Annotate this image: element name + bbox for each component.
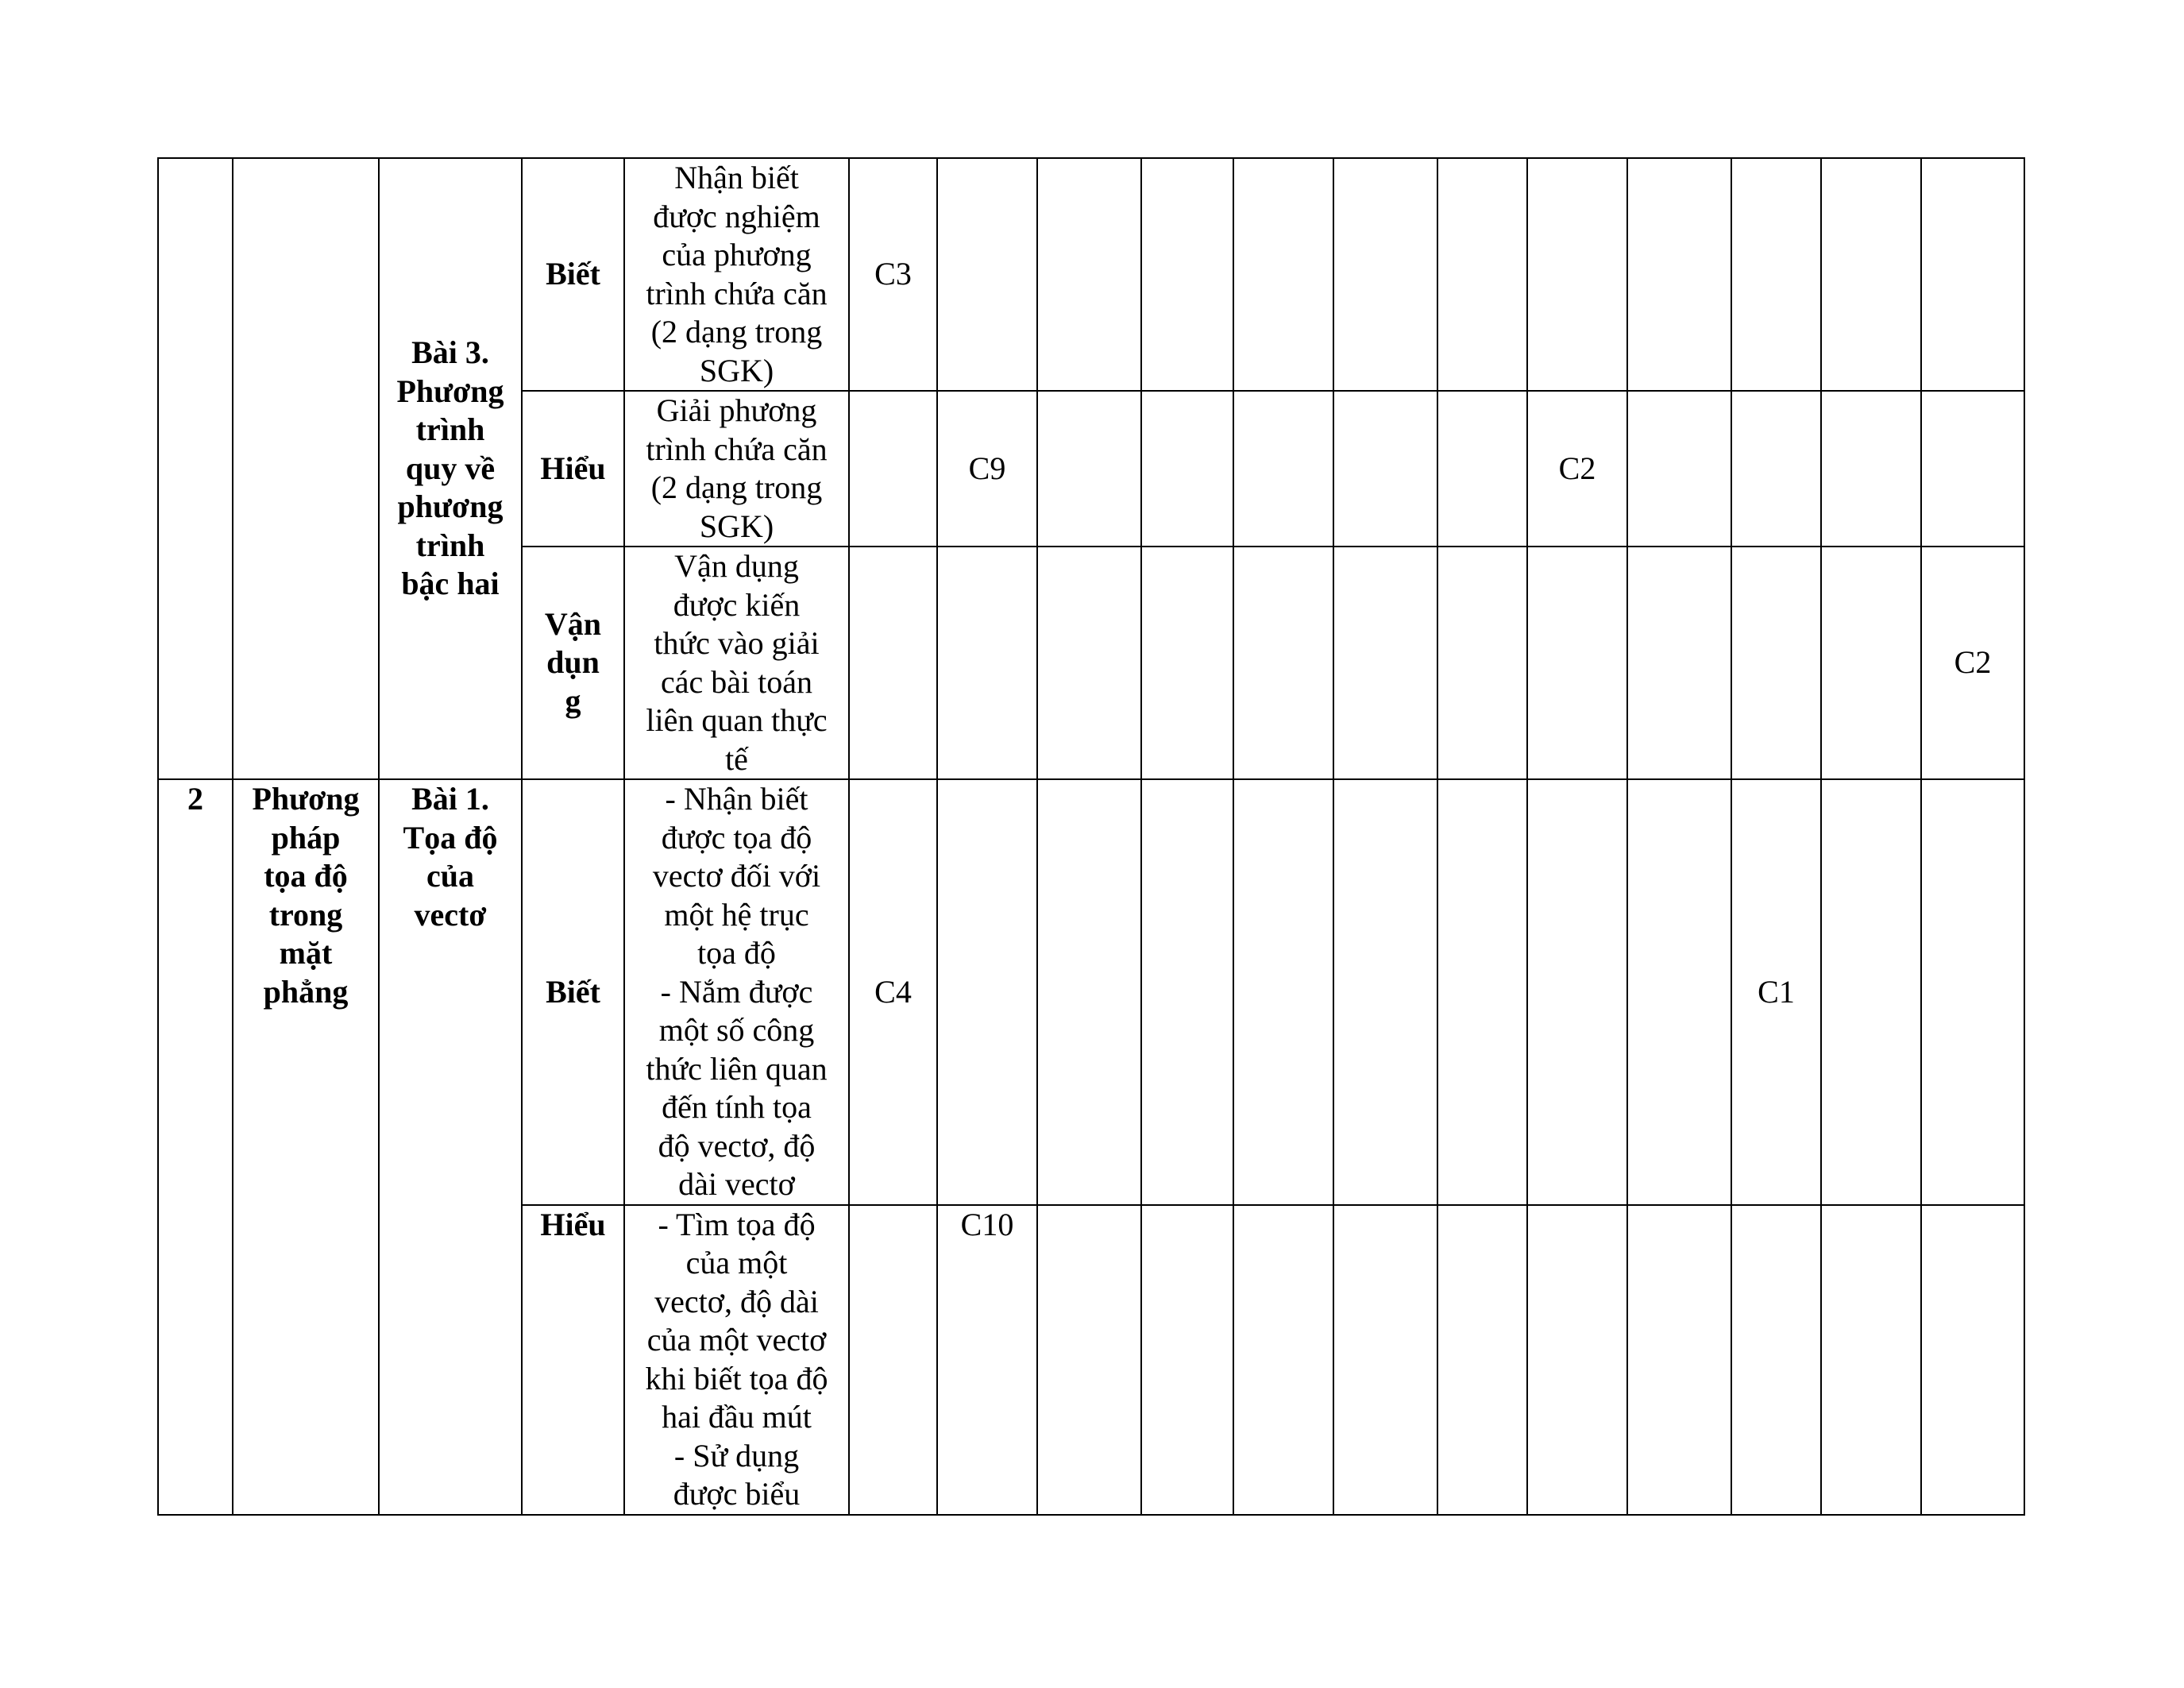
question-cell [1333, 779, 1437, 1205]
chapter-name-cell: Phương pháp tọa độ trong mặt phẳng [233, 779, 379, 1515]
question-cell [1921, 779, 2024, 1205]
question-cell [1233, 547, 1333, 779]
level-cell: Biết [522, 158, 624, 391]
question-cell [849, 1205, 937, 1515]
question-cell [1921, 391, 2024, 547]
question-cell [849, 391, 937, 547]
question-cell [1627, 779, 1731, 1205]
question-cell: C4 [849, 779, 937, 1205]
question-cell [1437, 547, 1527, 779]
question-cell [937, 547, 1037, 779]
question-cell: C10 [937, 1205, 1037, 1515]
question-cell [849, 547, 937, 779]
question-cell [1233, 158, 1333, 391]
question-cell: C1 [1731, 779, 1821, 1205]
question-cell [1233, 779, 1333, 1205]
question-cell [1921, 158, 2024, 391]
question-cell [1233, 391, 1333, 547]
question-cell [1627, 158, 1731, 391]
question-cell [1037, 158, 1141, 391]
lesson-cell: Bài 1. Tọa độ của vectơ [379, 779, 522, 1515]
description-cell: Nhận biết được nghiệm của phương trình chứa căn (2 dạng trong SGK) [624, 158, 849, 391]
question-cell: C2 [1921, 547, 2024, 779]
question-cell [937, 158, 1037, 391]
question-cell [1731, 547, 1821, 779]
question-cell [1333, 1205, 1437, 1515]
question-cell [1333, 391, 1437, 547]
question-cell [1437, 779, 1527, 1205]
question-cell [1731, 158, 1821, 391]
question-cell [1627, 547, 1731, 779]
question-cell [1527, 1205, 1627, 1515]
question-cell: C2 [1527, 391, 1627, 547]
question-cell [1527, 158, 1627, 391]
level-cell: Vận dụn g [522, 547, 624, 779]
question-cell [1731, 1205, 1821, 1515]
question-cell [1821, 391, 1921, 547]
chapter-number-cell [158, 158, 233, 779]
question-cell [1333, 158, 1437, 391]
question-cell [1037, 779, 1141, 1205]
assessment-matrix-table [157, 157, 2025, 1516]
question-cell [1141, 158, 1233, 391]
level-cell: Hiểu [522, 391, 624, 547]
question-cell [1627, 391, 1731, 547]
description-cell: Vận dụng được kiến thức vào giải các bài toán liên quan thực tế [624, 547, 849, 779]
question-cell [1437, 391, 1527, 547]
description-cell: Giải phương trình chứa căn (2 dạng trong SGK) [624, 391, 849, 547]
question-cell [1037, 547, 1141, 779]
question-cell [1437, 158, 1527, 391]
description-cell: - Tìm tọa độ của một vectơ, độ dài của một vectơ khi biết tọa độ hai đầu mút - Sử dụng được biểu [624, 1205, 849, 1515]
question-cell [1037, 1205, 1141, 1515]
question-cell [1333, 547, 1437, 779]
question-cell [1141, 391, 1233, 547]
question-cell [1141, 1205, 1233, 1515]
question-cell [1921, 1205, 2024, 1515]
question-cell [1527, 547, 1627, 779]
question-cell [1821, 779, 1921, 1205]
question-cell [1233, 1205, 1333, 1515]
question-cell [1527, 779, 1627, 1205]
question-cell [1437, 1205, 1527, 1515]
question-cell [1821, 547, 1921, 779]
question-cell: C3 [849, 158, 937, 391]
description-cell: - Nhận biết được tọa độ vectơ đối với một hệ trục tọa độ - Nắm được một số công thức liên quan đến tính tọa độ vectơ, độ dài vectơ [624, 779, 849, 1205]
question-cell [1141, 547, 1233, 779]
question-cell: C9 [937, 391, 1037, 547]
question-cell [1037, 391, 1141, 547]
question-cell [1821, 158, 1921, 391]
table-row [158, 158, 2024, 391]
question-cell [1821, 1205, 1921, 1515]
table-row [158, 779, 2024, 1205]
question-cell [937, 779, 1037, 1205]
question-cell [1141, 779, 1233, 1205]
level-cell: Biết [522, 779, 624, 1205]
question-cell [1627, 1205, 1731, 1515]
chapter-name-cell [233, 158, 379, 779]
level-cell: Hiểu [522, 1205, 624, 1515]
lesson-cell: Bài 3. Phương trình quy về phương trình bậc hai [379, 158, 522, 779]
question-cell [1731, 391, 1821, 547]
chapter-number-cell: 2 [158, 779, 233, 1515]
